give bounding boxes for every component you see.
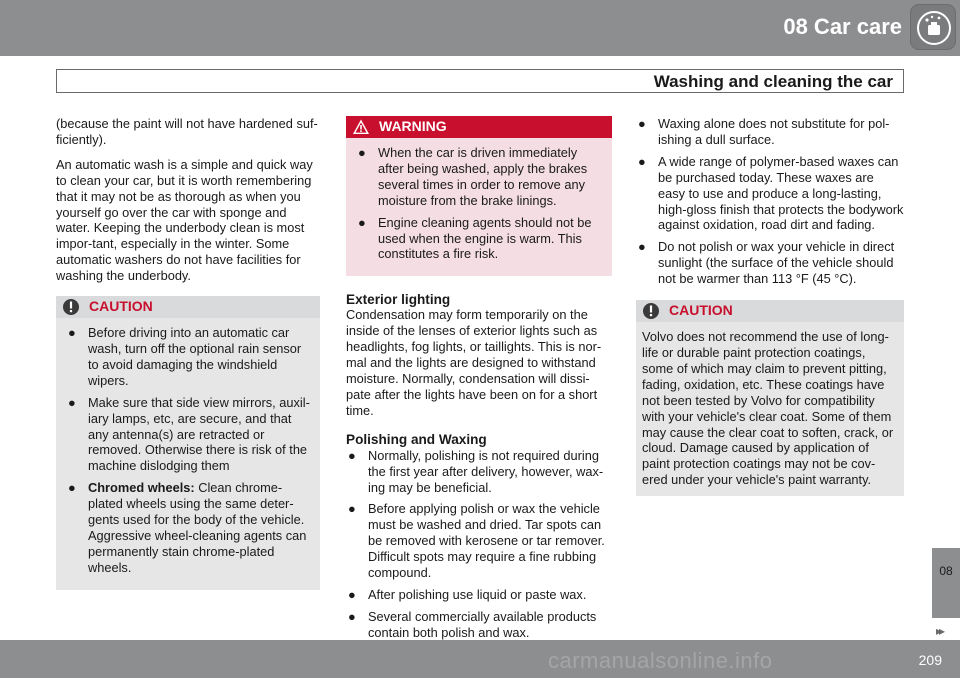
page-number: 209 [918,652,942,668]
watermark: carmanualsonline.info [548,648,773,673]
list-item: ● Normally, polishing is not required during the first year after delivery, however, wax-ing may be beneficial. [348,447,604,495]
polishing-list [346,448,612,641]
caution-list [66,325,314,576]
header-band [0,0,960,56]
warning-header [346,116,612,138]
waxing-list [636,116,904,287]
bullet-icon: ● [638,116,646,131]
caution-title: CAUTION [669,302,733,319]
caution-icon [642,302,660,320]
list-item: ● Waxing alone does not substitute for pol-ishing a dull surface. [638,116,890,147]
heading-exterior-lighting: Exterior lighting [346,292,451,308]
list-item: ● Several commercially available products contain both polish and wax. [348,608,597,640]
footer-band [0,640,960,678]
bullet-icon: ● [348,586,356,602]
bullet-icon: ● [348,501,356,517]
list-item: ● Engine cleaning agents should not be used when the engine is warm. This constitutes a fire risk. [358,214,592,262]
caution-box-wash [56,296,320,590]
chapter-title: 08 Car care [783,14,902,39]
column-3 [636,116,904,496]
warning-list [356,145,606,262]
caution-icon [62,298,80,316]
bullet-icon: ● [68,480,76,496]
list-item: ● Chromed wheels: Clean chrome-plated wheels using the same deter-gents used for the body of the vehicle. Aggressive wheel-cleaning agents can permanently stain chrome-plated wheels. [68,480,307,575]
bullet-icon: ● [638,153,646,169]
chromed-wheels-label: Chromed wheels: [88,480,195,496]
next-page-arrows-icon: ▸▸ [936,624,943,638]
warning-triangle-icon [352,118,370,136]
section-bar [56,69,904,93]
list-item: ● Before driving into an automatic car wash, turn off the optional rain sensor to avoid damaging the windshield wipers. [68,325,302,388]
caution-text: Volvo does not recommend the use of long-life or durable paint protection coatings, some of which may claim to prevent pitting, fading, oxidation, etc. These coatings have not been tested by Volvo for compatibility with your vehicle's clear coat. Some of them may cause the clear coat to soften, crack, or cloud. Damage caused by application of paint protection coatings may not be cov-ered under your vehicle's paint warranty. [642,329,894,488]
caution-header [56,296,320,318]
car-care-icon [910,4,956,50]
caution-title: CAUTION [89,298,153,315]
bullet-icon: ● [348,447,356,463]
column-1 [56,116,320,590]
paragraph-automatic-wash: An automatic wash is a simple and quick way to clean your car, but it is worth remembering that it may not be as thorough as when you yourself go over the car with sponge and water. Keeping the underbody clean is most impor-tant, especially in the winter. Some automatic washers do not have facilities for washing the underbody. [56,156,313,284]
list-item: ● Before applying polish or wax the vehicle must be washed and dried. Tar spots can be removed with kerosene or tar remover. Difficult spots may require a fine rubbing compound. [348,501,605,581]
section-title: Washing and cleaning the car [653,72,893,91]
bullet-icon: ● [358,145,366,160]
list-item: ● Make sure that side view mirrors, auxil-iary lamps, etc, are secure, and that any antenna(s) are retracted or removed. Otherwise there is risk of the machine dislodging them [68,394,310,474]
caution-header [636,300,904,322]
bullet-icon: ● [638,239,646,255]
paragraph-paint: (because the paint will not have hardened suf-ficiently). [56,116,318,147]
heading-polishing-waxing: Polishing and Waxing [346,431,487,447]
warning-box [346,116,612,276]
bullet-icon: ● [68,325,76,341]
paragraph-exterior-lighting: Condensation may form temporarily on the inside of the lenses of exterior lights such as headlights, fog lights, or taillights. This is nor-mal and the lights are designed to withstand moisture. Normally, condensation will dissi-pate after the lights have been on for a short time. [346,307,602,418]
chapter-tab-label: 08 [939,564,953,578]
bullet-icon: ● [348,608,356,624]
chapter-side-tab [932,548,960,618]
list-item: ● When the car is driven immediately after being washed, apply the brakes several times in order to remove any moisture from the brake linings. [358,145,588,208]
column-2 [346,116,612,647]
bullet-icon: ● [68,394,76,410]
caution-box-coatings [636,300,904,496]
list-item: ● A wide range of polymer-based waxes can be purchased today. These waxes are easy to use and produce a long-lasting, high-gloss finish that protects the bodywork against oxidation, road dirt and fading. [638,153,904,233]
bullet-icon: ● [358,214,366,230]
list-item: ● Do not polish or wax your vehicle in direct sunlight (the surface of the vehicle should not be warmer than 113 °F (45 °C). [638,239,895,287]
warning-title: WARNING [379,118,447,134]
list-item: ● After polishing use liquid or paste wax. [348,586,587,602]
